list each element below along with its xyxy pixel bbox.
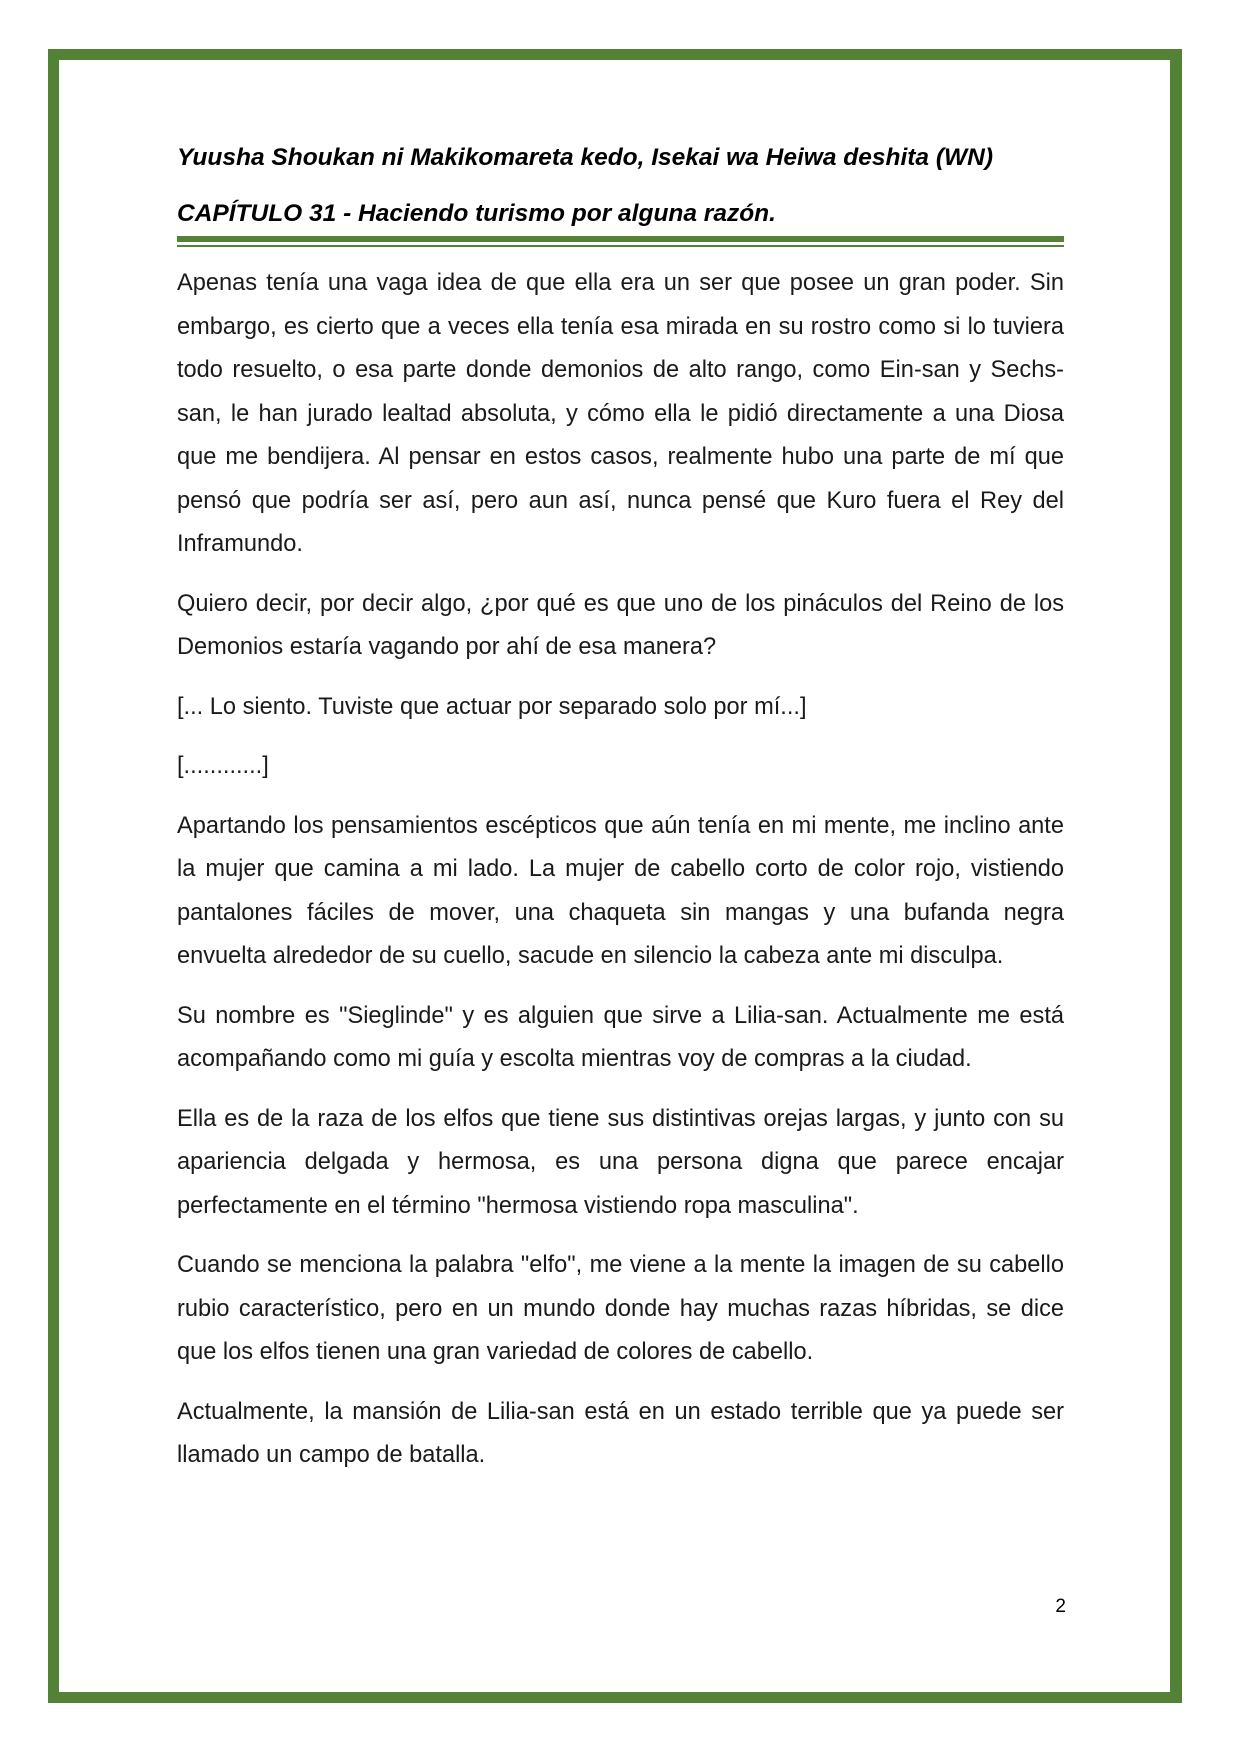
title-divider-thick (177, 236, 1064, 242)
paragraph: Ella es de la raza de los elfos que tiene sus distintivas orejas largas, y junto con su apariencia delgada y hermosa, es una persona digna que parece encajar perfectamente en el término "hermosa vistiendo ropa masculina". (177, 1105, 1064, 1219)
title-divider (177, 236, 1064, 248)
title-divider-thin (177, 245, 1064, 247)
chapter-title: CAPÍTULO 31 - Haciendo turismo por alguna razón. (177, 200, 776, 227)
paragraph: [............] (177, 753, 269, 779)
paragraph: Su nombre es "Sieglinde" y es alguien que sirve a Lilia-san. Actualmente me está acompañando como mi guía y escolta mientras voy de compras a la ciudad. (177, 1002, 1064, 1072)
paragraph: Apartando los pensamientos escépticos que aún tenía en mi mente, me inclino ante la mujer que camina a mi lado. La mujer de cabello corto de color rojo, vistiendo pantalones fáciles de mover, una chaqueta sin mangas y una bufanda negra envuelta alrededor de su cuello, sacude en silencio la cabeza ante mi disculpa. (177, 812, 1064, 969)
paragraph: Actualmente, la mansión de Lilia-san está en un estado terrible que ya puede ser llamado un campo de batalla. (177, 1398, 1064, 1468)
paragraph: Cuando se menciona la palabra "elfo", me viene a la mente la imagen de su cabello rubio característico, pero en un mundo donde hay muchas razas híbridas, se dice que los elfos tienen una gran variedad de colores de cabello. (177, 1252, 1064, 1365)
paragraph: [... Lo siento. Tuviste que actuar por separado solo por mí...] (177, 693, 807, 720)
page-content (177, 140, 1064, 1494)
page-number: 2 (1055, 1596, 1066, 1617)
series-title: Yuusha Shoukan ni Makikomareta kedo, Isekai wa Heiwa deshita (WN) (177, 144, 993, 171)
paragraph: Apenas tenía una vaga idea de que ella era un ser que posee un gran poder. Sin embargo, es cierto que a veces ella tenía esa mirada en su rostro como si lo tuviera todo resuelto, o esa parte donde demonios de alto rango, como Ein-san y Sechs-san, le han jurado lealtad absoluta, y cómo ella le pidió directamente a una Diosa que me bendijera. Al pensar en estos casos, realmente hubo una parte de mí que pensó que podría ser así, pero aun así, nunca pensé que Kuro fuera el Rey del Inframundo. (177, 270, 1064, 557)
chapter-body (177, 262, 1064, 1478)
paragraph: Quiero decir, por decir algo, ¿por qué es que uno de los pináculos del Reino de los Demonios estaría vagando por ahí de esa manera? (177, 590, 1064, 660)
